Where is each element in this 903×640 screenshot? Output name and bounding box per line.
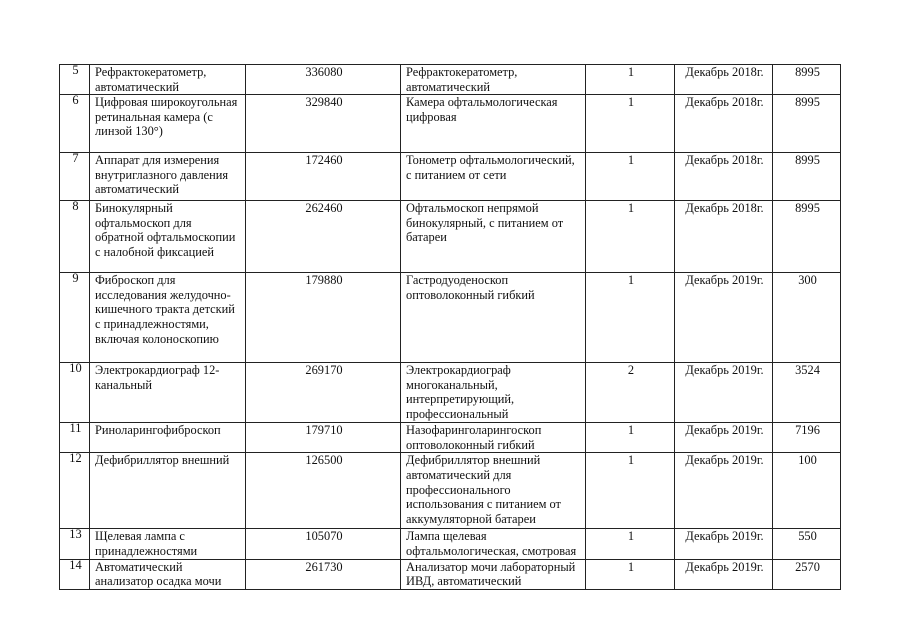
quantity: 1 xyxy=(586,201,675,273)
table-row xyxy=(60,559,841,589)
price: 8995 xyxy=(773,95,841,153)
table-row xyxy=(60,363,841,423)
quantity: 1 xyxy=(586,65,675,95)
table-row xyxy=(60,423,841,453)
equipment-type: Дефибриллятор внешний автоматический для профессионального использования с питанием от аккумуляторной батареи xyxy=(401,453,586,529)
price: 7196 xyxy=(773,423,841,453)
row-number: 7 xyxy=(60,153,90,201)
row-number: 9 xyxy=(60,273,90,363)
price: 2570 xyxy=(773,559,841,589)
equipment-name: Щелевая лампа с принадлежностями xyxy=(90,529,246,559)
delivery-date: Декабрь 2018г. xyxy=(675,201,773,273)
equipment-name: Риноларингофиброскоп xyxy=(90,423,246,453)
delivery-date: Декабрь 2019г. xyxy=(675,363,773,423)
equipment-type: Анализатор мочи лабораторный ИВД, автоматический xyxy=(401,559,586,589)
equipment-type: Офтальмоскоп непрямой бинокулярный, с питанием от батареи xyxy=(401,201,586,273)
delivery-date: Декабрь 2019г. xyxy=(675,423,773,453)
equipment-table xyxy=(59,64,841,590)
quantity: 2 xyxy=(586,363,675,423)
delivery-date: Декабрь 2019г. xyxy=(675,453,773,529)
price: 8995 xyxy=(773,153,841,201)
price: 8995 xyxy=(773,201,841,273)
price: 300 xyxy=(773,273,841,363)
equipment-code: 105070 xyxy=(246,529,401,559)
delivery-date: Декабрь 2019г. xyxy=(675,529,773,559)
equipment-code: 336080 xyxy=(246,65,401,95)
table-row xyxy=(60,201,841,273)
equipment-type: Электрокардиограф многоканальный, интерпретирующий, профессиональный xyxy=(401,363,586,423)
quantity: 1 xyxy=(586,95,675,153)
equipment-code: 179880 xyxy=(246,273,401,363)
table-row xyxy=(60,453,841,529)
equipment-name: Цифровая широкоугольная ретинальная камера (с линзой 130°) xyxy=(90,95,246,153)
quantity: 1 xyxy=(586,453,675,529)
table-row xyxy=(60,273,841,363)
equipment-name: Автоматический анализатор осадка мочи xyxy=(90,559,246,589)
price: 100 xyxy=(773,453,841,529)
quantity: 1 xyxy=(586,423,675,453)
delivery-date: Декабрь 2018г. xyxy=(675,65,773,95)
row-number: 8 xyxy=(60,201,90,273)
equipment-name: Аппарат для измерения внутриглазного давления автоматический xyxy=(90,153,246,201)
equipment-type: Тонометр офтальмологический, с питанием от сети xyxy=(401,153,586,201)
delivery-date: Декабрь 2018г. xyxy=(675,95,773,153)
equipment-code: 179710 xyxy=(246,423,401,453)
equipment-name: Фиброскоп для исследования желудочно-кишечного тракта детский с принадлежностями, включая колоноскопию xyxy=(90,273,246,363)
row-number: 14 xyxy=(60,559,90,589)
row-number: 6 xyxy=(60,95,90,153)
equipment-name: Электрокардиограф 12-канальный xyxy=(90,363,246,423)
quantity: 1 xyxy=(586,273,675,363)
equipment-type: Рефрактокератометр, автоматический xyxy=(401,65,586,95)
equipment-name: Бинокулярный офтальмоскоп для обратной офтальмоскопии с налобной фиксацией xyxy=(90,201,246,273)
quantity: 1 xyxy=(586,559,675,589)
row-number: 10 xyxy=(60,363,90,423)
row-number: 13 xyxy=(60,529,90,559)
quantity: 1 xyxy=(586,153,675,201)
table-row xyxy=(60,529,841,559)
equipment-code: 172460 xyxy=(246,153,401,201)
equipment-code: 262460 xyxy=(246,201,401,273)
price: 3524 xyxy=(773,363,841,423)
delivery-date: Декабрь 2019г. xyxy=(675,559,773,589)
table-row xyxy=(60,95,841,153)
table-row xyxy=(60,153,841,201)
equipment-code: 329840 xyxy=(246,95,401,153)
equipment-type: Назофаринголарингоскоп оптоволоконный гибкий xyxy=(401,423,586,453)
equipment-code: 261730 xyxy=(246,559,401,589)
price: 550 xyxy=(773,529,841,559)
equipment-code: 126500 xyxy=(246,453,401,529)
equipment-name: Рефрактокератометр, автоматический xyxy=(90,65,246,95)
quantity: 1 xyxy=(586,529,675,559)
equipment-type: Гастродуоденоскоп оптоволоконный гибкий xyxy=(401,273,586,363)
equipment-name: Дефибриллятор внешний xyxy=(90,453,246,529)
row-number: 11 xyxy=(60,423,90,453)
equipment-type: Камера офтальмологическая цифровая xyxy=(401,95,586,153)
row-number: 5 xyxy=(60,65,90,95)
equipment-type: Лампа щелевая офтальмологическая, смотровая xyxy=(401,529,586,559)
price: 8995 xyxy=(773,65,841,95)
row-number: 12 xyxy=(60,453,90,529)
delivery-date: Декабрь 2019г. xyxy=(675,273,773,363)
equipment-code: 269170 xyxy=(246,363,401,423)
delivery-date: Декабрь 2018г. xyxy=(675,153,773,201)
table-row xyxy=(60,65,841,95)
